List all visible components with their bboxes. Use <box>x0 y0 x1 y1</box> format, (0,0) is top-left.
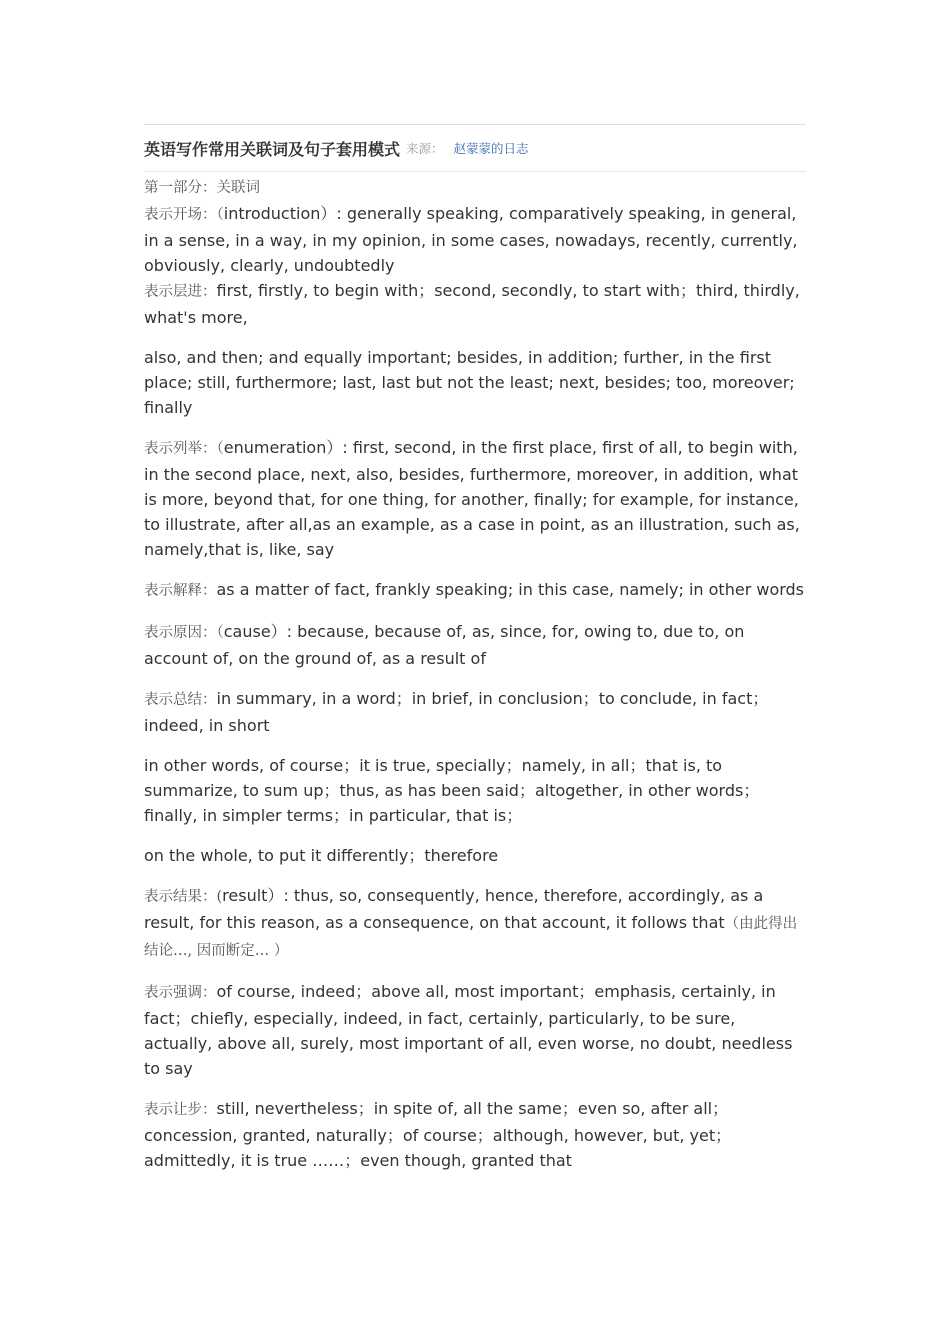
paragraph-label: 表示让步： <box>144 1102 217 1118</box>
paragraph <box>144 278 806 330</box>
paragraph-text: in summary, in a word；in brief, in conclusion；to conclude, in fact；indeed, in short <box>144 689 769 735</box>
paragraph-text: still, nevertheless；in spite of, all the same；even so, after all；concession, granted, naturally；of course；although, however, but, yet；admittedly, it is true ……；even though, granted that <box>144 1099 732 1170</box>
paragraph <box>144 979 806 1081</box>
paragraph-label: 表示列举：（ <box>144 441 224 457</box>
paragraph-text: enumeration）: first, second, in the first place, first of all, to begin with, in the second place, next, also, besides, furthermore, moreover, in addition, what is more, beyond that, for one thing, for another, finally; for example, for instance, to illustrate, after all,as an example, as a case in point, as an illustration, such as, namely,that is, like, say <box>144 438 800 559</box>
paragraph-text: on the whole, to put it differently；therefore <box>144 846 499 865</box>
paragraph-text: of course, indeed；above all, most important；emphasis, certainly, in fact；chiefly, especially, indeed, in fact, certainly, particularly, to be sure, actually, above all, surely, most important of all, even worse, no doubt, needless to say <box>144 982 793 1078</box>
article <box>144 124 806 1173</box>
paragraph <box>144 345 806 420</box>
paragraph-label: 表示强调： <box>144 985 217 1001</box>
paragraph <box>144 843 806 868</box>
paragraph-label: 表示总结： <box>144 692 217 708</box>
paragraph <box>144 619 806 671</box>
section-heading: 第一部分：关联词 <box>144 180 260 196</box>
paragraph <box>144 753 806 828</box>
paragraph-text: first, firstly, to begin with；second, secondly, to start with；third, thirdly, what's more, <box>144 281 800 327</box>
paragraph-text: result）: thus, so, consequently, hence, therefore, accordingly, as a result, for this reason, as a consequence, on that account, it follows that <box>144 886 764 932</box>
paragraph-label: 表示开场：（ <box>144 207 224 223</box>
paragraph <box>144 883 806 964</box>
paragraph-label: 表示层进： <box>144 284 217 300</box>
paragraph <box>144 174 806 201</box>
paragraph <box>144 201 806 278</box>
paragraph <box>144 435 806 562</box>
paragraph-text: as a matter of fact, frankly speaking; in this case, namely; in other words <box>216 580 805 599</box>
paragraph <box>144 686 806 738</box>
paragraph <box>144 577 806 604</box>
source-label: 来源： <box>406 141 444 156</box>
paragraph-text: introduction）: generally speaking, comparatively speaking, in general, in a sense, in a way, in my opinion, in some cases, nowadays, recently, currently, obviously, clearly, undoubtedly <box>144 204 798 275</box>
paragraph-text: cause）: because, because of, as, since, for, owing to, due to, on account of, on the ground of, as a result of <box>144 622 745 668</box>
paragraph-text: in other words, of course；it is true, specially；namely, in all；that is, to summarize, to sum up；thus, as has been said；altogether, in other words；finally, in simpler terms；in particular, that is； <box>144 756 760 825</box>
paragraph-label: 表示原因：（ <box>144 625 224 641</box>
paragraph-tail: （由此得出结论…, 因而断定… ） <box>144 916 798 959</box>
paragraph <box>144 1096 806 1173</box>
paragraph-label: 表示解释： <box>144 583 217 599</box>
article-header <box>144 124 806 172</box>
paragraph-label: 表示结果：( <box>144 889 223 905</box>
article-title: 英语写作常用关联词及句子套用模式 <box>144 139 401 159</box>
source-link[interactable]: 赵蒙蒙的日志 <box>453 141 529 156</box>
paragraph-text: also, and then; and equally important; besides, in addition; further, in the first place; still, furthermore; last, last but not the least; next, besides; too, moreover; finally <box>144 348 795 417</box>
article-body <box>144 174 806 1173</box>
